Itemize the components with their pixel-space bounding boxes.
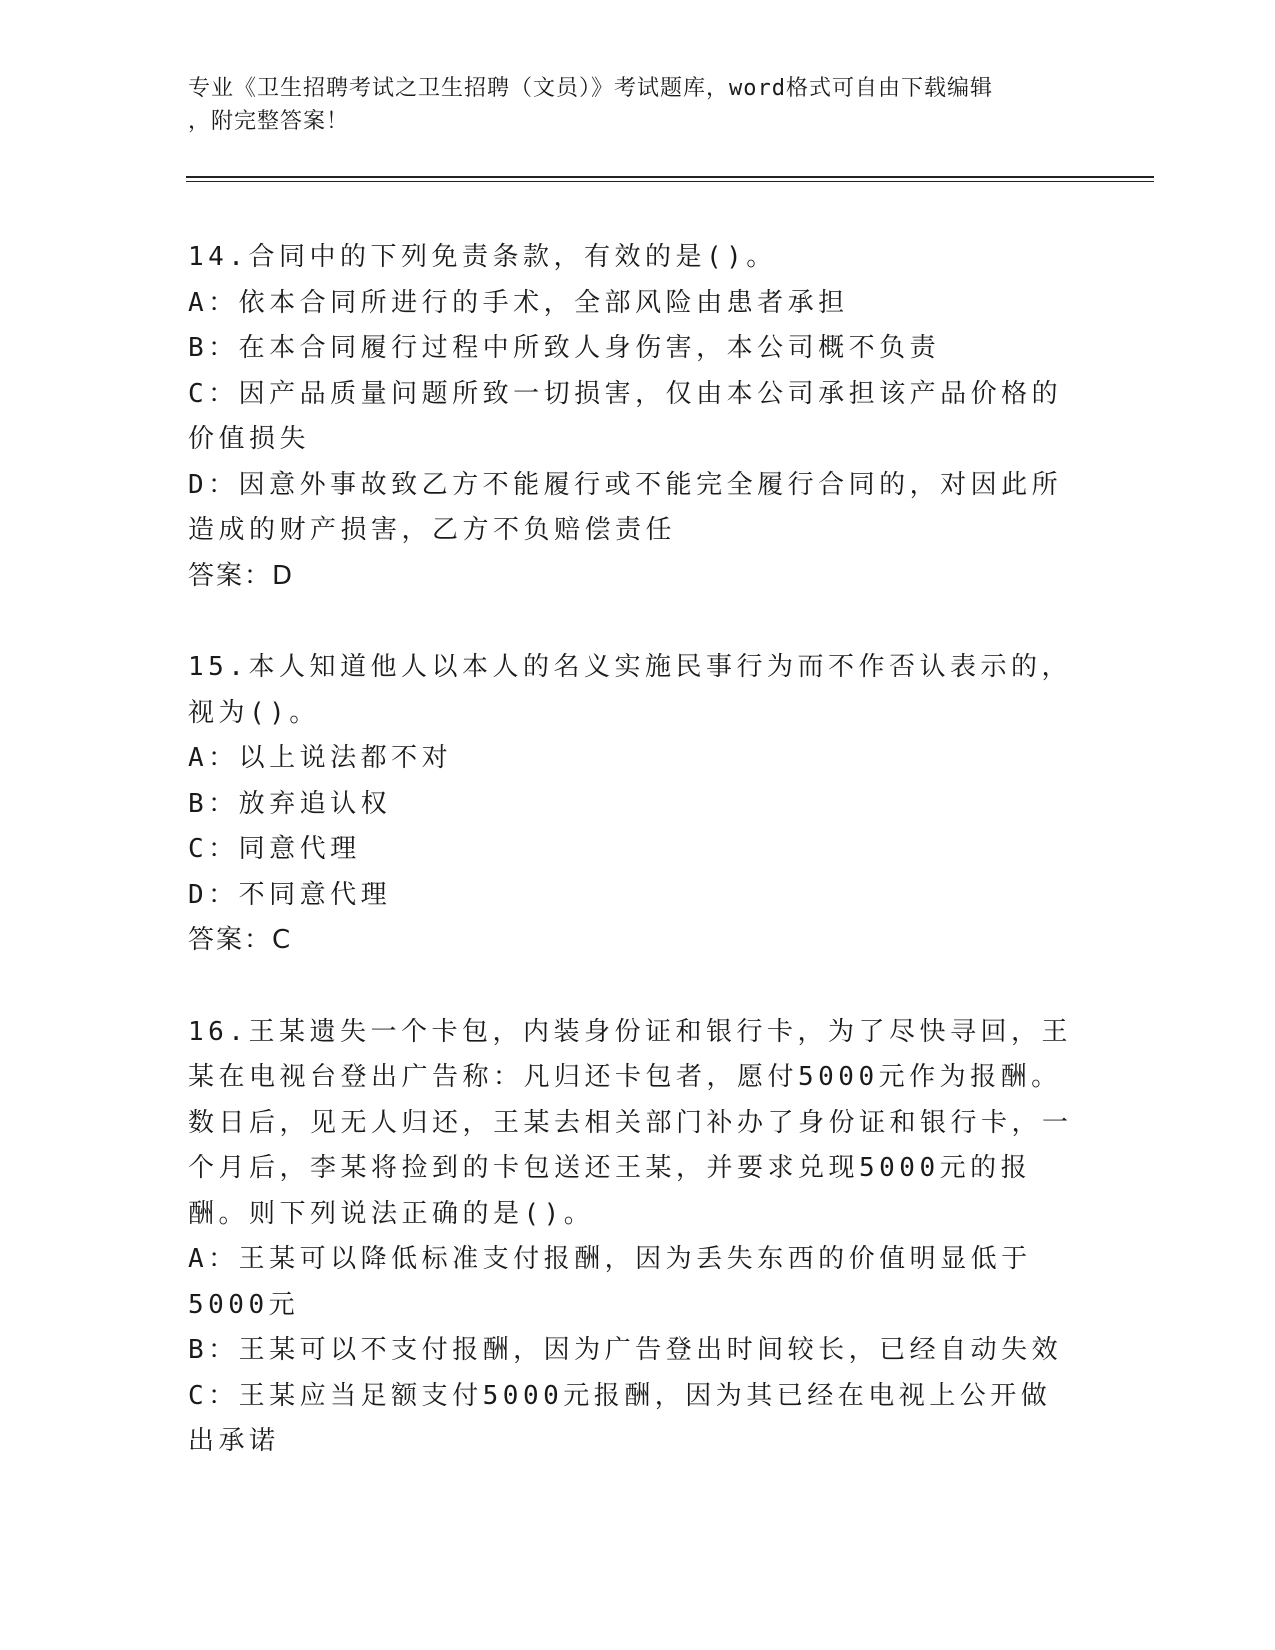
question-14 (188, 235, 1078, 599)
question-stem: 15.本人知道他人以本人的名义实施民事行为而不作否认表示的，视为()。 (188, 652, 1072, 728)
option-a: A：王某可以降低标准支付报酬，因为丢失东西的价值明显低于5000元 (188, 1244, 1032, 1320)
question-15 (188, 645, 1078, 964)
answer: 答案：D (188, 560, 295, 591)
header-intro-line-2: ，附完整答案！ (188, 109, 350, 134)
option-c: C：王某应当足额支付5000元报酬，因为其已经在电视上公开做出承诺 (188, 1380, 1052, 1456)
option-b: B：放弃追认权 (188, 788, 392, 819)
header-divider-thin (186, 181, 1154, 182)
question-16 (188, 1010, 1078, 1465)
option-c: C：同意代理 (188, 834, 361, 864)
option-a: A：依本合同所进行的手术，全部风险由患者承担 (188, 287, 849, 318)
question-list (188, 235, 1078, 1511)
option-d: D：因意外事故致乙方不能履行或不能完全履行合同的，对因此所造成的财产损害，乙方不负赔偿责任 (188, 469, 1063, 545)
header-intro-line-1: 专业《卫生招聘考试之卫生招聘（文员）》考试题库，word格式可自由下载编辑 (188, 76, 993, 101)
question-stem: 16.王某遗失一个卡包，内装身份证和银行卡，为了尽快寻回，王某在电视台登出广告称：凡归还卡包者，愿付5000元作为报酬。数日后，见无人归还，王某去相关部门补办了身份证和银行卡，一个月后，李某将捡到的卡包送还王某，并要求兑现5000元的报酬。则下列说法正确的是()。 (188, 1016, 1073, 1229)
option-c: C：因产品质量问题所致一切损害，仅由本公司承担该产品价格的价值损失 (188, 378, 1063, 454)
document-header (188, 72, 1078, 138)
option-d: D：不同意代理 (188, 879, 392, 910)
option-b: B：在本合同履行过程中所致人身伤害，本公司概不负责 (188, 333, 941, 363)
option-a: A：以上说法都不对 (188, 743, 453, 773)
answer: 答案：C (188, 925, 293, 955)
question-stem: 14.合同中的下列免责条款，有效的是()。 (188, 242, 777, 272)
header-divider-thick (186, 176, 1154, 178)
option-b: B：王某可以不支付报酬，因为广告登出时间较长，已经自动失效 (188, 1335, 1063, 1365)
